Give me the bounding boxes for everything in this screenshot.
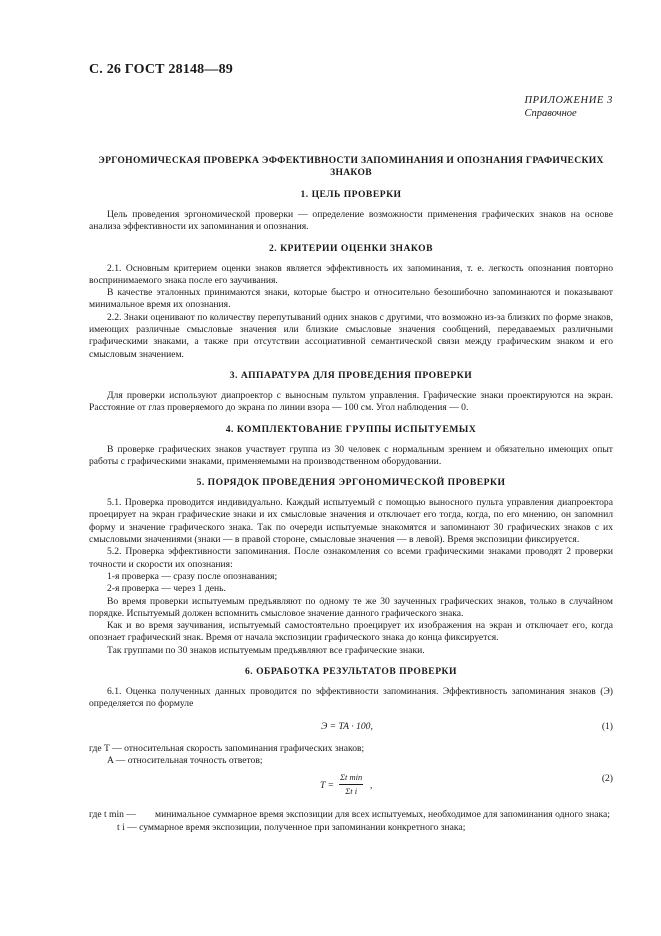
formula-2-denominator: Σt i: [345, 785, 358, 796]
section-1-paragraph: Цель проведения эргономической проверки — определение возможности применения графических знаков на основе анализа эффективности их запоминания и опознания.: [89, 209, 613, 233]
section-5-paragraph-1: 5.1. Проверка проводится индивидуально. Каждый испытуемый с помощью выносного пульта управления диапроектора проецирует на экран графические знаки и их смысловые значения и отключает его тогда, когда, по его мнению, он запомнил форму и значение графического знака. Так по очереди испытуемые знакомятся и запоминают 30 графических знаков с их смысловыми значениями (знаки — в правой стороне, смысловые значения — в левой). Время экспозиции фиксируется.: [89, 497, 613, 546]
section-5-list-item-1: 1-я проверка — сразу после опознавания;: [107, 570, 278, 582]
section-1-heading: 1. ЦЕЛЬ ПРОВЕРКИ: [300, 189, 402, 200]
definition-T: где T — относительная скорость запоминания графических знаков;: [89, 742, 365, 754]
formula-2: [89, 769, 613, 803]
section-2-heading: 2. КРИТЕРИИ ОЦЕНКИ ЗНАКОВ: [269, 242, 433, 254]
definition-tmin-label: где t min —: [89, 809, 136, 821]
section-2-paragraph-2: В качестве эталонных принимаются знаки, которые быстро и относительно безошибочно запоминаются и показывают минимальное время их опознания.: [89, 287, 613, 311]
definition-A: A — относительная точность ответов;: [107, 754, 263, 766]
definition-tmin-text: минимальное суммарное время экспозиции для всех испытуемых, необходимое для запоминания одного знака;: [155, 809, 610, 821]
section-6-paragraph-1: 6.1. Оценка полученных данных проводится по эффективности запоминания. Эффективность запоминания знаков (Э) определяется по формуле: [89, 686, 613, 710]
section-5-paragraph-2: 5.2. Проверка эффективности запоминания. После ознакомления со всеми графическими знаками проводят 2 проверки точности и скорости их опознания:: [89, 546, 613, 570]
formula-1-number: (1): [601, 720, 613, 732]
formula-2-number: (2): [601, 773, 613, 785]
formula-1: [89, 717, 613, 739]
section-3-heading: 3. АППАРАТУРА ДЛЯ ПРОВЕДЕНИЯ ПРОВЕРКИ: [229, 369, 473, 381]
section-5-paragraph-5: Так группами по 30 знаков испытуемым предъявляют все графические знаки.: [107, 644, 425, 656]
formula-2-tail: ,: [370, 780, 373, 792]
section-4-paragraph: В проверке графических знаков участвует группа из 30 человек с нормальным зрением и обязательно имеющих опыт работы с графическими знаками, применяемыми на производственном оборудовании.: [89, 443, 613, 467]
section-5-paragraph-4: Как и во время заучивания, испытуемый самостоятельно проецирует их изображения на экран и отключает его, когда опознает графический знак. Время от начала экспозиции графического знака до конца фиксируется.: [89, 620, 613, 644]
formula-2-numerator: Σt min: [339, 771, 363, 784]
section-2-paragraph-1: 2.1. Основным критерием оценки знаков является эффективность их запоминания, т. е. легкость опознания повторно воспринимаемого знака после его заучивания.: [89, 262, 613, 286]
section-6-heading: 6. ОБРАБОТКА РЕЗУЛЬТАТОВ ПРОВЕРКИ: [245, 666, 457, 678]
definition-ti: t i — суммарное время экспозиции, полученное при запоминании конкретного знака;: [117, 821, 466, 833]
page-header: С. 26 ГОСТ 28148—89: [89, 62, 233, 77]
section-4-heading: 4. КОМПЛЕКТОВАНИЕ ГРУППЫ ИСПЫТУЕМЫХ: [225, 423, 477, 435]
appendix-title: ПРИЛОЖЕНИЕ 3: [524, 95, 613, 106]
formula-2-lhs: T =: [320, 780, 335, 792]
section-5-heading: 5. ПОРЯДОК ПРОВЕДЕНИЯ ЭРГОНОМИЧЕСКОЙ ПРОВЕРКИ: [196, 477, 506, 489]
formula-2-fraction: [339, 771, 363, 797]
document-body: [89, 155, 613, 834]
definition-tmin: [89, 809, 613, 821]
document-title: ЭРГОНОМИЧЕСКАЯ ПРОВЕРКА ЭФФЕКТИВНОСТИ ЗАПОМИНАНИЯ И ОПОЗНАНИЯ ГРАФИЧЕСКИХ ЗНАКОВ: [98, 155, 604, 178]
appendix-subtitle: Справочное: [524, 108, 577, 119]
appendix-label: [524, 94, 613, 120]
section-3-paragraph: Для проверки используют диапроектор с выносным пультом управления. Графические знаки проектируются на экран. Расстояние от глаз проверяемого до экрана по линии взора — 100 см. Угол наблюдения — 0.: [89, 389, 613, 414]
formula-1-expression: Э = TA · 100,: [321, 720, 373, 732]
section-2-paragraph-3: 2.2. Знаки оценивают по количеству перепутываний одних знаков с другими, что возможно из-за близких по форме знаков, имеющих различные смысловые значения или близкие смысловые значения сообщений, передаваемых различными графическими знаками, а также при отсутствии ассоциативной семантической связи между графическим знаком и его смысловым значением.: [89, 311, 613, 360]
section-5-paragraph-3: Во время проверки испытуемым предъявляют по одному те же 30 заученных графических знаков, только в случайном порядке. Испытуемый должен вспомнить смысловое значение данного графического знака.: [89, 595, 613, 619]
section-5-list-item-2: 2-я проверка — через 1 день.: [107, 583, 226, 595]
